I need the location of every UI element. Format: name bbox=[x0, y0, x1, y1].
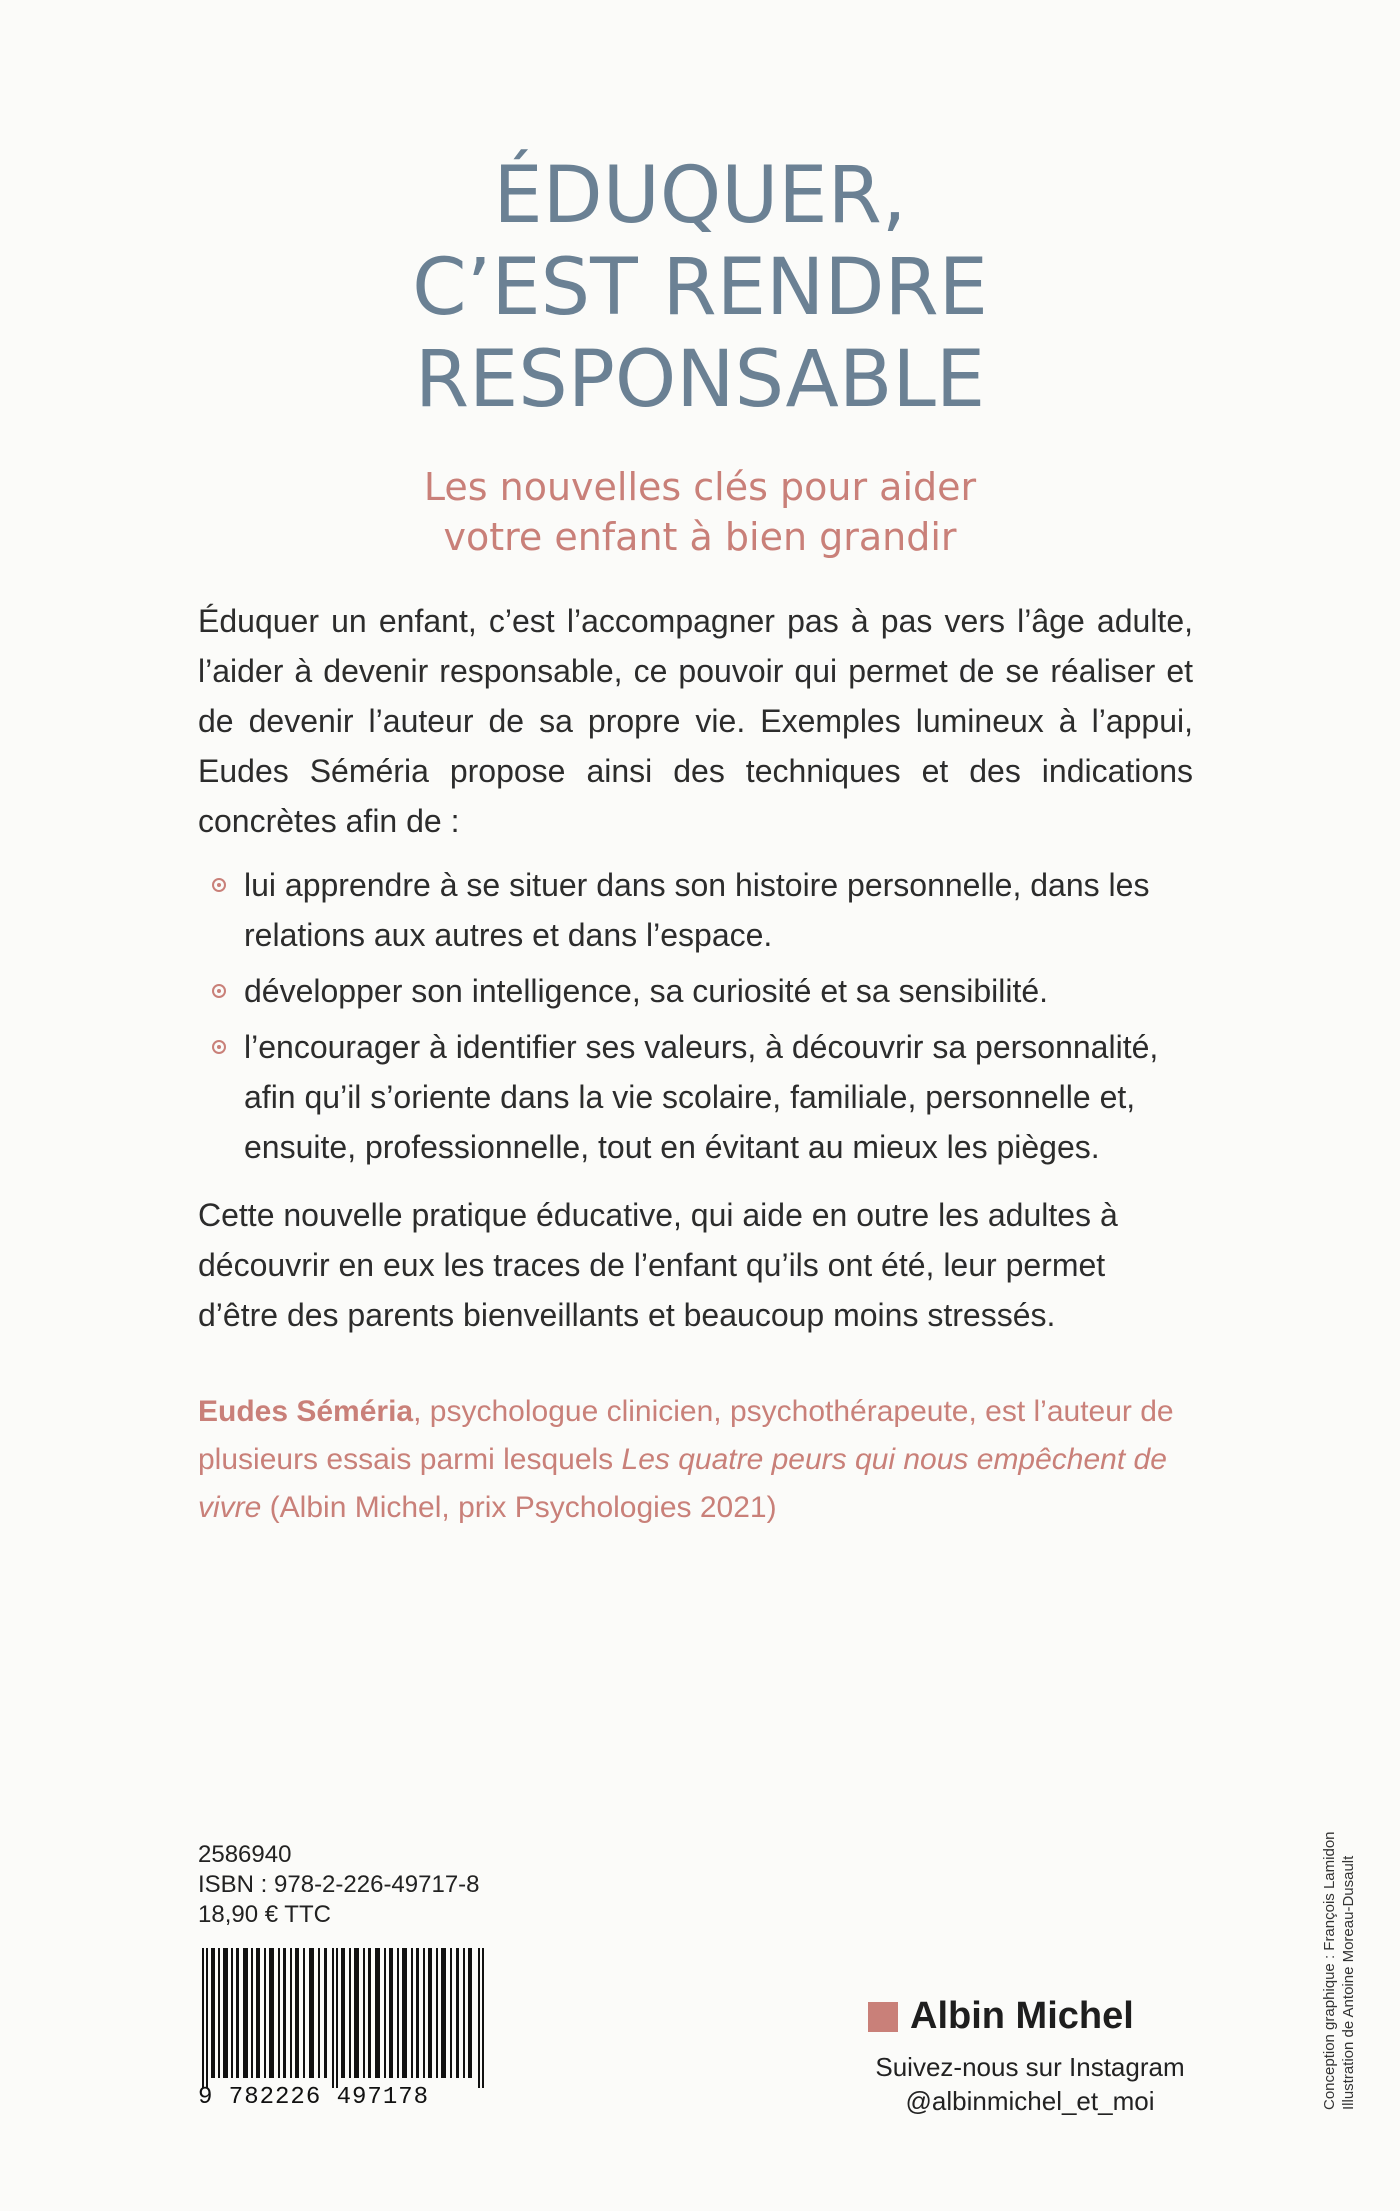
product-code: 2586940 bbox=[198, 1841, 292, 1868]
bullet-text: lui apprendre à se situer dans son histoire personnelle, dans les relations aux autres et dans l’espace. bbox=[244, 867, 1150, 953]
publisher-square-icon bbox=[868, 2002, 898, 2032]
bullet-text: développer son intelligence, sa curiosité et sa sensibilité. bbox=[244, 973, 1049, 1009]
bullet-item bbox=[210, 1022, 1195, 1172]
social-follow bbox=[870, 2050, 1190, 2118]
bullet-icon bbox=[212, 1040, 226, 1054]
follow-text: Suivez-nous sur Instagram bbox=[875, 2052, 1185, 2082]
title-line-1: ÉDUQUER, bbox=[493, 151, 907, 241]
bullet-item bbox=[210, 966, 1195, 1016]
book-title bbox=[0, 150, 1400, 426]
barcode-number: 9 782226 497178 bbox=[198, 2084, 430, 2111]
subtitle-line-2: votre enfant à bien grandir bbox=[443, 515, 957, 559]
bullet-list bbox=[210, 860, 1195, 1178]
author-book-title: Les quatre peurs qui nous empêchent de vivre bbox=[198, 1443, 1167, 1524]
intro-paragraph: Éduquer un enfant, c’est l’accompagner pas à pas vers l’âge adulte, l’aider à devenir responsable, ce pouvoir qui permet de se réaliser et de devenir l’auteur de sa propre vie. Exemples lumineux à l’appui, Eudes Séméria propose ainsi des techniques et des indications concrètes afin de : bbox=[198, 603, 1193, 839]
bullet-text: l’encourager à identifier ses valeurs, à découvrir sa personnalité, afin qu’il s’oriente dans la vie scolaire, familiale, personnelle et, ensuite, professionnelle, tout en évitant au mieux les pièges. bbox=[244, 1029, 1159, 1165]
title-line-3: RESPONSABLE bbox=[414, 335, 986, 425]
price: 18,90 € TTC bbox=[198, 1901, 331, 1928]
author-name: Eudes Séméria bbox=[198, 1395, 414, 1428]
title-line-2: C’EST RENDRE bbox=[412, 243, 988, 333]
isbn: ISBN : 978-2-226-49717-8 bbox=[198, 1871, 480, 1898]
subtitle-line-1: Les nouvelles clés pour aider bbox=[423, 465, 977, 509]
bullet-icon bbox=[212, 878, 226, 892]
book-subtitle bbox=[0, 462, 1400, 562]
barcode-icon bbox=[198, 1948, 488, 2088]
closing-paragraph: Cette nouvelle pratique éducative, qui aide en outre les adultes à découvrir en eux les traces de l’enfant qu’ils ont été, leur permet d’être des parents bienveillants et beaucoup moins stressés. bbox=[198, 1197, 1118, 1333]
bullet-icon bbox=[212, 984, 226, 998]
author-bio bbox=[198, 1388, 1208, 1532]
author-bio-text-1: , psychologue clinicien, psychothérapeute, est l’auteur de plusieurs essais parmi lesquels bbox=[198, 1395, 1174, 1476]
bullet-item bbox=[210, 860, 1195, 960]
book-info bbox=[198, 1840, 480, 1930]
design-credits bbox=[1320, 1831, 1358, 2110]
credit-illustration: Illustration de Antoine Moreau-Dusault bbox=[1340, 1855, 1357, 2110]
publisher-name: Albin Michel bbox=[910, 1995, 1134, 2037]
author-bio-text-2: (Albin Michel, prix Psychologies 2021) bbox=[261, 1491, 777, 1524]
credit-design: Conception graphique : François Lamidon bbox=[1321, 1831, 1338, 2110]
instagram-handle: @albinmichel_et_moi bbox=[905, 2086, 1155, 2116]
publisher-logo bbox=[868, 1995, 1134, 2038]
